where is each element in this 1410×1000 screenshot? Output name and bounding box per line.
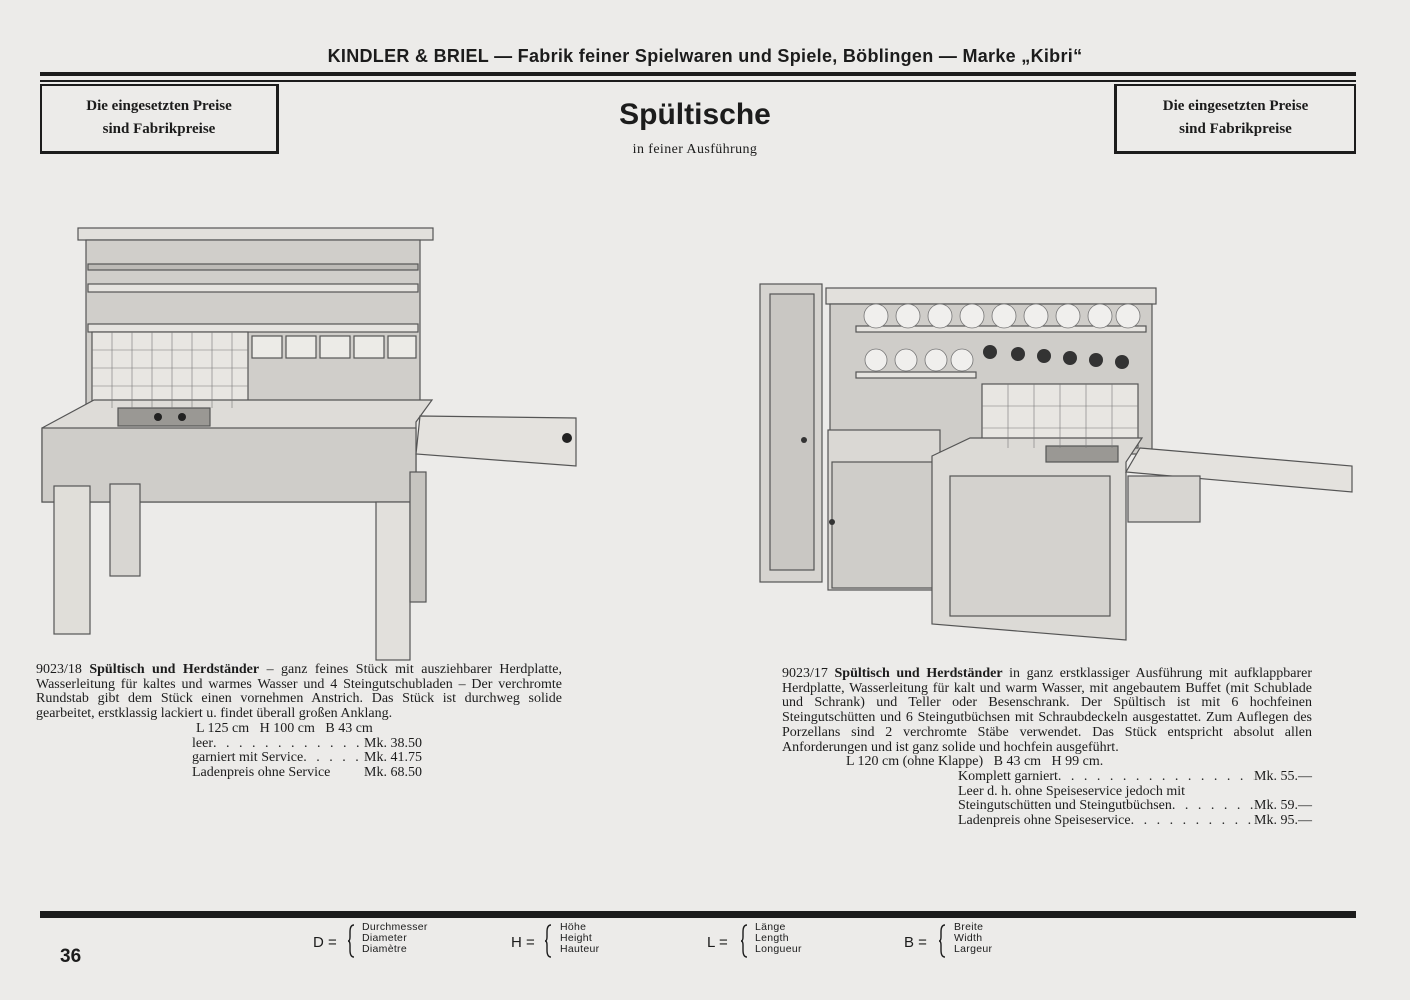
price-note-right-line2: sind Fabrikpreise	[1179, 121, 1292, 137]
price-value: Mk. 41.75	[364, 750, 422, 766]
brace-icon	[741, 924, 749, 958]
legend-word: Durchmesser	[362, 921, 428, 933]
price-label: Ladenpreis ohne Service	[192, 764, 331, 780]
legend-key-l: L =	[707, 934, 728, 951]
price-note-left-line2: sind Fabrikpreise	[102, 121, 216, 137]
price-row	[958, 785, 1312, 800]
legend-word: Länge	[755, 921, 786, 933]
legend-word: Höhe	[560, 921, 587, 933]
brace-icon	[939, 924, 947, 958]
leader-dots	[1058, 770, 1254, 785]
legend-word: Diameter	[362, 932, 407, 944]
price-label: Steingutschütten und Steingutbüchsen	[958, 798, 1172, 814]
price-note-left-line1: Die eingesetzten Preise	[86, 98, 232, 114]
product-right-description	[782, 667, 1312, 755]
legend-word: Length	[755, 932, 789, 944]
price-label: Komplett garniert	[958, 768, 1058, 784]
legend-word: Width	[954, 932, 983, 944]
header-rule-thick	[40, 72, 1356, 76]
product-left-number: 9023/18	[36, 662, 82, 677]
product-right-number: 9023/17	[782, 666, 828, 681]
page-number: 36	[60, 946, 82, 967]
legend-key-h: H =	[511, 934, 535, 951]
legend-words-d	[362, 922, 428, 955]
product-right-name: Spültisch und Herdständer	[834, 666, 1003, 681]
product-right-text	[782, 667, 1312, 829]
leader-dots	[1131, 814, 1254, 829]
price-value: Mk. 95.—	[1254, 813, 1312, 829]
legend-word: Height	[560, 932, 593, 944]
page-header: KINDLER & BRIEL — Fabrik feiner Spielwaren und Spiele, Böblingen — Marke „Kibri“	[327, 46, 1083, 66]
price-row	[958, 770, 1312, 785]
leader-dots	[1172, 799, 1254, 814]
price-label: garniert mit Service	[192, 750, 304, 766]
price-row	[192, 751, 422, 766]
price-value: Mk. 55.—	[1254, 768, 1312, 784]
legend-word: Longueur	[755, 943, 802, 955]
page-title: Spültische	[619, 98, 771, 131]
legend-words-h	[560, 922, 599, 955]
product-left-body: – ganz feines Stück mit ausziehbarer Herdplatte, Wasserleitung für kaltes und warmes Wasser und 4 Steingutschubladen – Der verchromte Rundstab gibt dem Stück einen vornehmen Anstrich. Das Stück ist durchweg solide gearbeitet, erstklassig lackiert u. findet überall großen Anklang.	[36, 662, 563, 722]
price-note-right-line1: Die eingesetzten Preise	[1162, 98, 1309, 114]
legend-word: Largeur	[954, 943, 993, 955]
sink-table-illustration-left	[36, 222, 581, 664]
page-subtitle: in feiner Ausführung	[632, 142, 758, 157]
product-right-body: in ganz erstklassiger Ausführung mit aufklappbarer Herdplatte, Wasserleitung für kalt und warm Wasser, mit angebautem Buffet (mit Schublade und Schrank) und Teller oder Besenschrank. Der Spültisch ist mit 6 hochfeinen Steingutschütten und 6 Steingutbüchsen mit Schraubdeckeln ausgestattet. Zum Auflegen des Porzellans sind 2 verchromte Stäbe verwendet. Das Stück entspricht absolut allen Anforderungen und ist ganz solide und hochfein ausgeführt.	[782, 666, 1313, 755]
price-row	[192, 766, 422, 781]
header-rule-thin	[40, 80, 1356, 82]
product-right-price-list	[958, 770, 1312, 829]
leader-dots	[213, 737, 364, 752]
product-left-text	[36, 663, 562, 781]
price-label: leer	[192, 735, 213, 751]
price-value: Mk. 68.50	[364, 764, 422, 780]
footer-rule-thick	[40, 911, 1356, 918]
price-value: Mk. 38.50	[364, 735, 422, 751]
legend-word: Hauteur	[560, 943, 600, 955]
legend-words-b	[954, 922, 992, 955]
price-row	[192, 737, 422, 752]
price-label: Leer d. h. ohne Speiseservice jedoch mit	[958, 783, 1186, 799]
price-row	[958, 799, 1312, 814]
brace-icon	[545, 924, 553, 958]
sink-buffet-illustration-right	[756, 280, 1356, 664]
leader-dots	[303, 751, 364, 766]
price-label: Ladenpreis ohne Speiseservice	[958, 813, 1131, 829]
brace-icon	[348, 924, 356, 958]
product-left-price-list	[192, 737, 422, 781]
price-row	[958, 814, 1312, 829]
legend-key-d: D =	[313, 934, 337, 951]
legend-word: Breite	[954, 921, 984, 933]
product-left-dimensions: L 125 cm H 100 cm B 43 cm	[196, 720, 373, 736]
legend-key-b: B =	[904, 934, 927, 951]
product-right-dimensions: L 120 cm (ohne Klappe) B 43 cm H 99 cm.	[846, 754, 1104, 770]
legend-word: Diamètre	[362, 943, 407, 955]
product-left-description	[36, 663, 562, 722]
price-value: Mk. 59.—	[1254, 798, 1312, 814]
product-left-name: Spültisch und Herdständer	[89, 662, 260, 677]
legend-words-l	[755, 922, 802, 955]
